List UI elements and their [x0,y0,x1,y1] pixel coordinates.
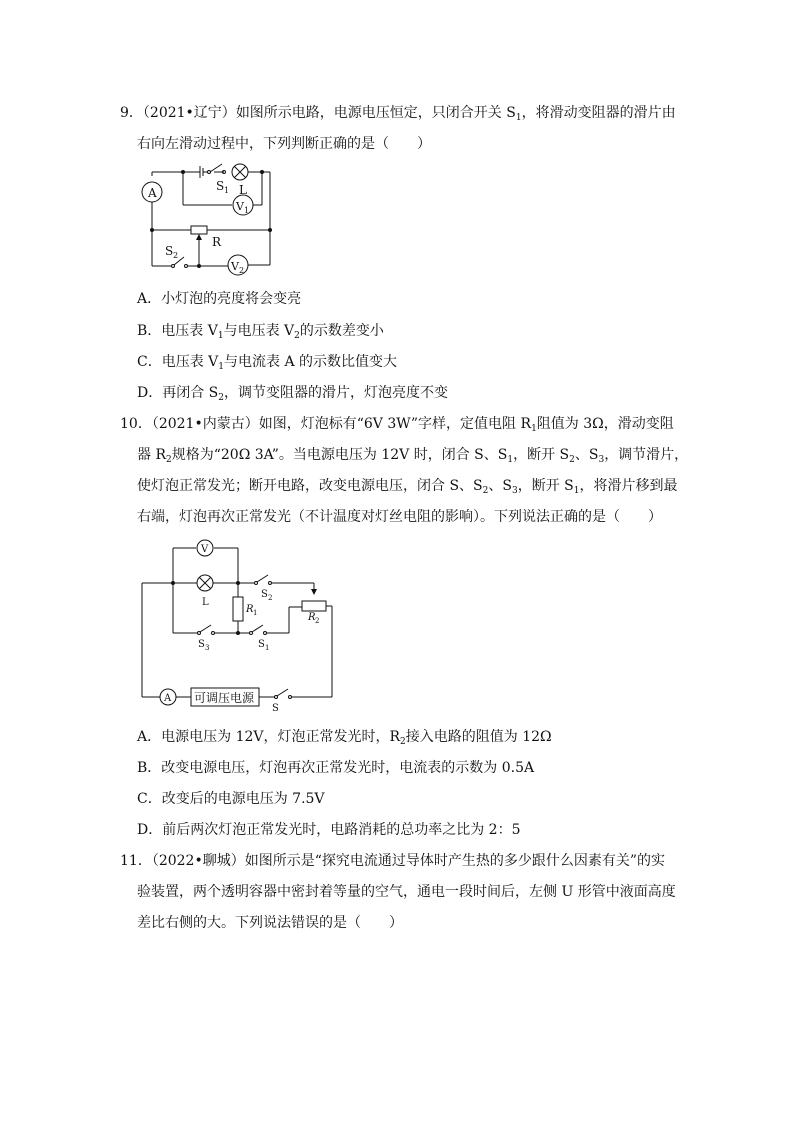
q11-source: （2022•聊城） [151,853,245,869]
q10-stem-line3: 使灯泡正常发光；断开电路，改变电源电压，闭合 S、$S_2$、$S_3$，断开 $S_1$，将滑片移到最 [137,478,678,496]
q11-stem-line3: 差比右侧的大。下列说法错误的是（ ） [137,915,403,931]
svg-text:1: 1 [265,644,270,652]
q11-stem-line1: 11．（2022•聊城）如图所示是“探究电流通过导体时产生热的多少跟什么因素有关”的实 [120,853,666,869]
q10-ammeter-label: A [164,693,172,704]
q9-number: 9． [120,105,143,121]
q10-option-a: A．电源电压为 12V，灯泡正常发光时，$R_2$接入电路的阻值为 12Ω [137,729,552,747]
q10-r1-label: R [246,604,254,615]
svg-text:2: 2 [268,594,273,602]
q10-source: （2021•内蒙古） [151,416,259,432]
svg-text:2: 2 [239,266,245,275]
q9-rheostat-label: R [212,235,222,249]
q9-stem-line1: 9．（2021•辽宁）如图所示电路，电源电压恒定，只闭合开关 $S_1$，将滑动变阻器的滑片由 [120,105,676,123]
q9-v2-label: V [231,260,239,273]
q10-stem-line2: 器 $R_2$规格为“20Ω 3A”。当电源电压为 12V 时，闭合 S、$S_1$，断开 $S_2$、$S_3$，调节滑片， [137,447,689,465]
q9-lamp-label: L [239,183,247,197]
q9-option-a: A．小灯泡的亮度将会变亮 [137,291,302,307]
q11-stem-line2: 验装置，两个透明容器中密封着等量的空气，通电一段时间后，左侧 U 形管中液面高度 [137,884,676,900]
svg-text:1: 1 [253,609,258,617]
q9-stem-line2: 右向左滑动过程中，下列判断正确的是（ ） [137,136,431,152]
q11-number: 11． [120,853,152,869]
svg-text:3: 3 [205,644,210,652]
q10-s1-label: S [258,639,265,650]
q9-option-c: C．电压表 $V_1$与电流表 A 的示数比值变大 [137,354,398,372]
q10-r2-label: R [308,612,316,623]
q10-stem-line4: 右端，灯泡再次正常发光（不计温度对灯丝电阻的影响）。下列说法正确的是（ ） [137,509,662,525]
q10-s-label: S [272,703,279,714]
q10-s3-label: S [198,639,205,650]
q10-voltmeter-label: V [201,544,209,555]
q10-circuit-diagram [138,538,338,714]
q9-source: （2021•辽宁） [142,105,236,121]
q9-circuit-diagram [138,158,278,274]
q9-option-d: D．再闭合 $S_2$，调节变阻器的滑片，灯泡亮度不变 [137,385,449,403]
q10-number: 10． [120,416,152,432]
q10-option-b: B．改变电源电压，灯泡再次正常发光时，电流表的示数为 0.5A [137,760,535,776]
q9-v1-label: V [236,200,244,213]
q10-s2-label: S [261,589,268,600]
q9-s2-label: S [165,244,174,258]
q10-stem-line1: 10．（2021•内蒙古）如图，灯泡标有“6V 3W”字样，定值电阻 $R_1$阻值为 3Ω，滑动变阻 [120,416,674,434]
q10-power-supply-label: 可调压电源 [194,691,255,705]
svg-text:2: 2 [173,251,179,260]
q10-lamp-label: L [202,597,209,608]
svg-text:1: 1 [224,186,230,195]
q10-option-d: D．前后两次灯泡正常发光时，电路消耗的总功率之比为 2：5 [137,822,521,838]
svg-text:1: 1 [244,206,250,215]
svg-text:2: 2 [315,617,320,625]
q10-option-c: C．改变后的电源电压为 7.5V [137,791,325,807]
q9-option-b: B．电压表 $V_1$与电压表 $V_2$的示数差变小 [137,323,384,341]
q9-s1-label: S [216,179,225,193]
q9-ammeter-label: A [148,186,157,200]
